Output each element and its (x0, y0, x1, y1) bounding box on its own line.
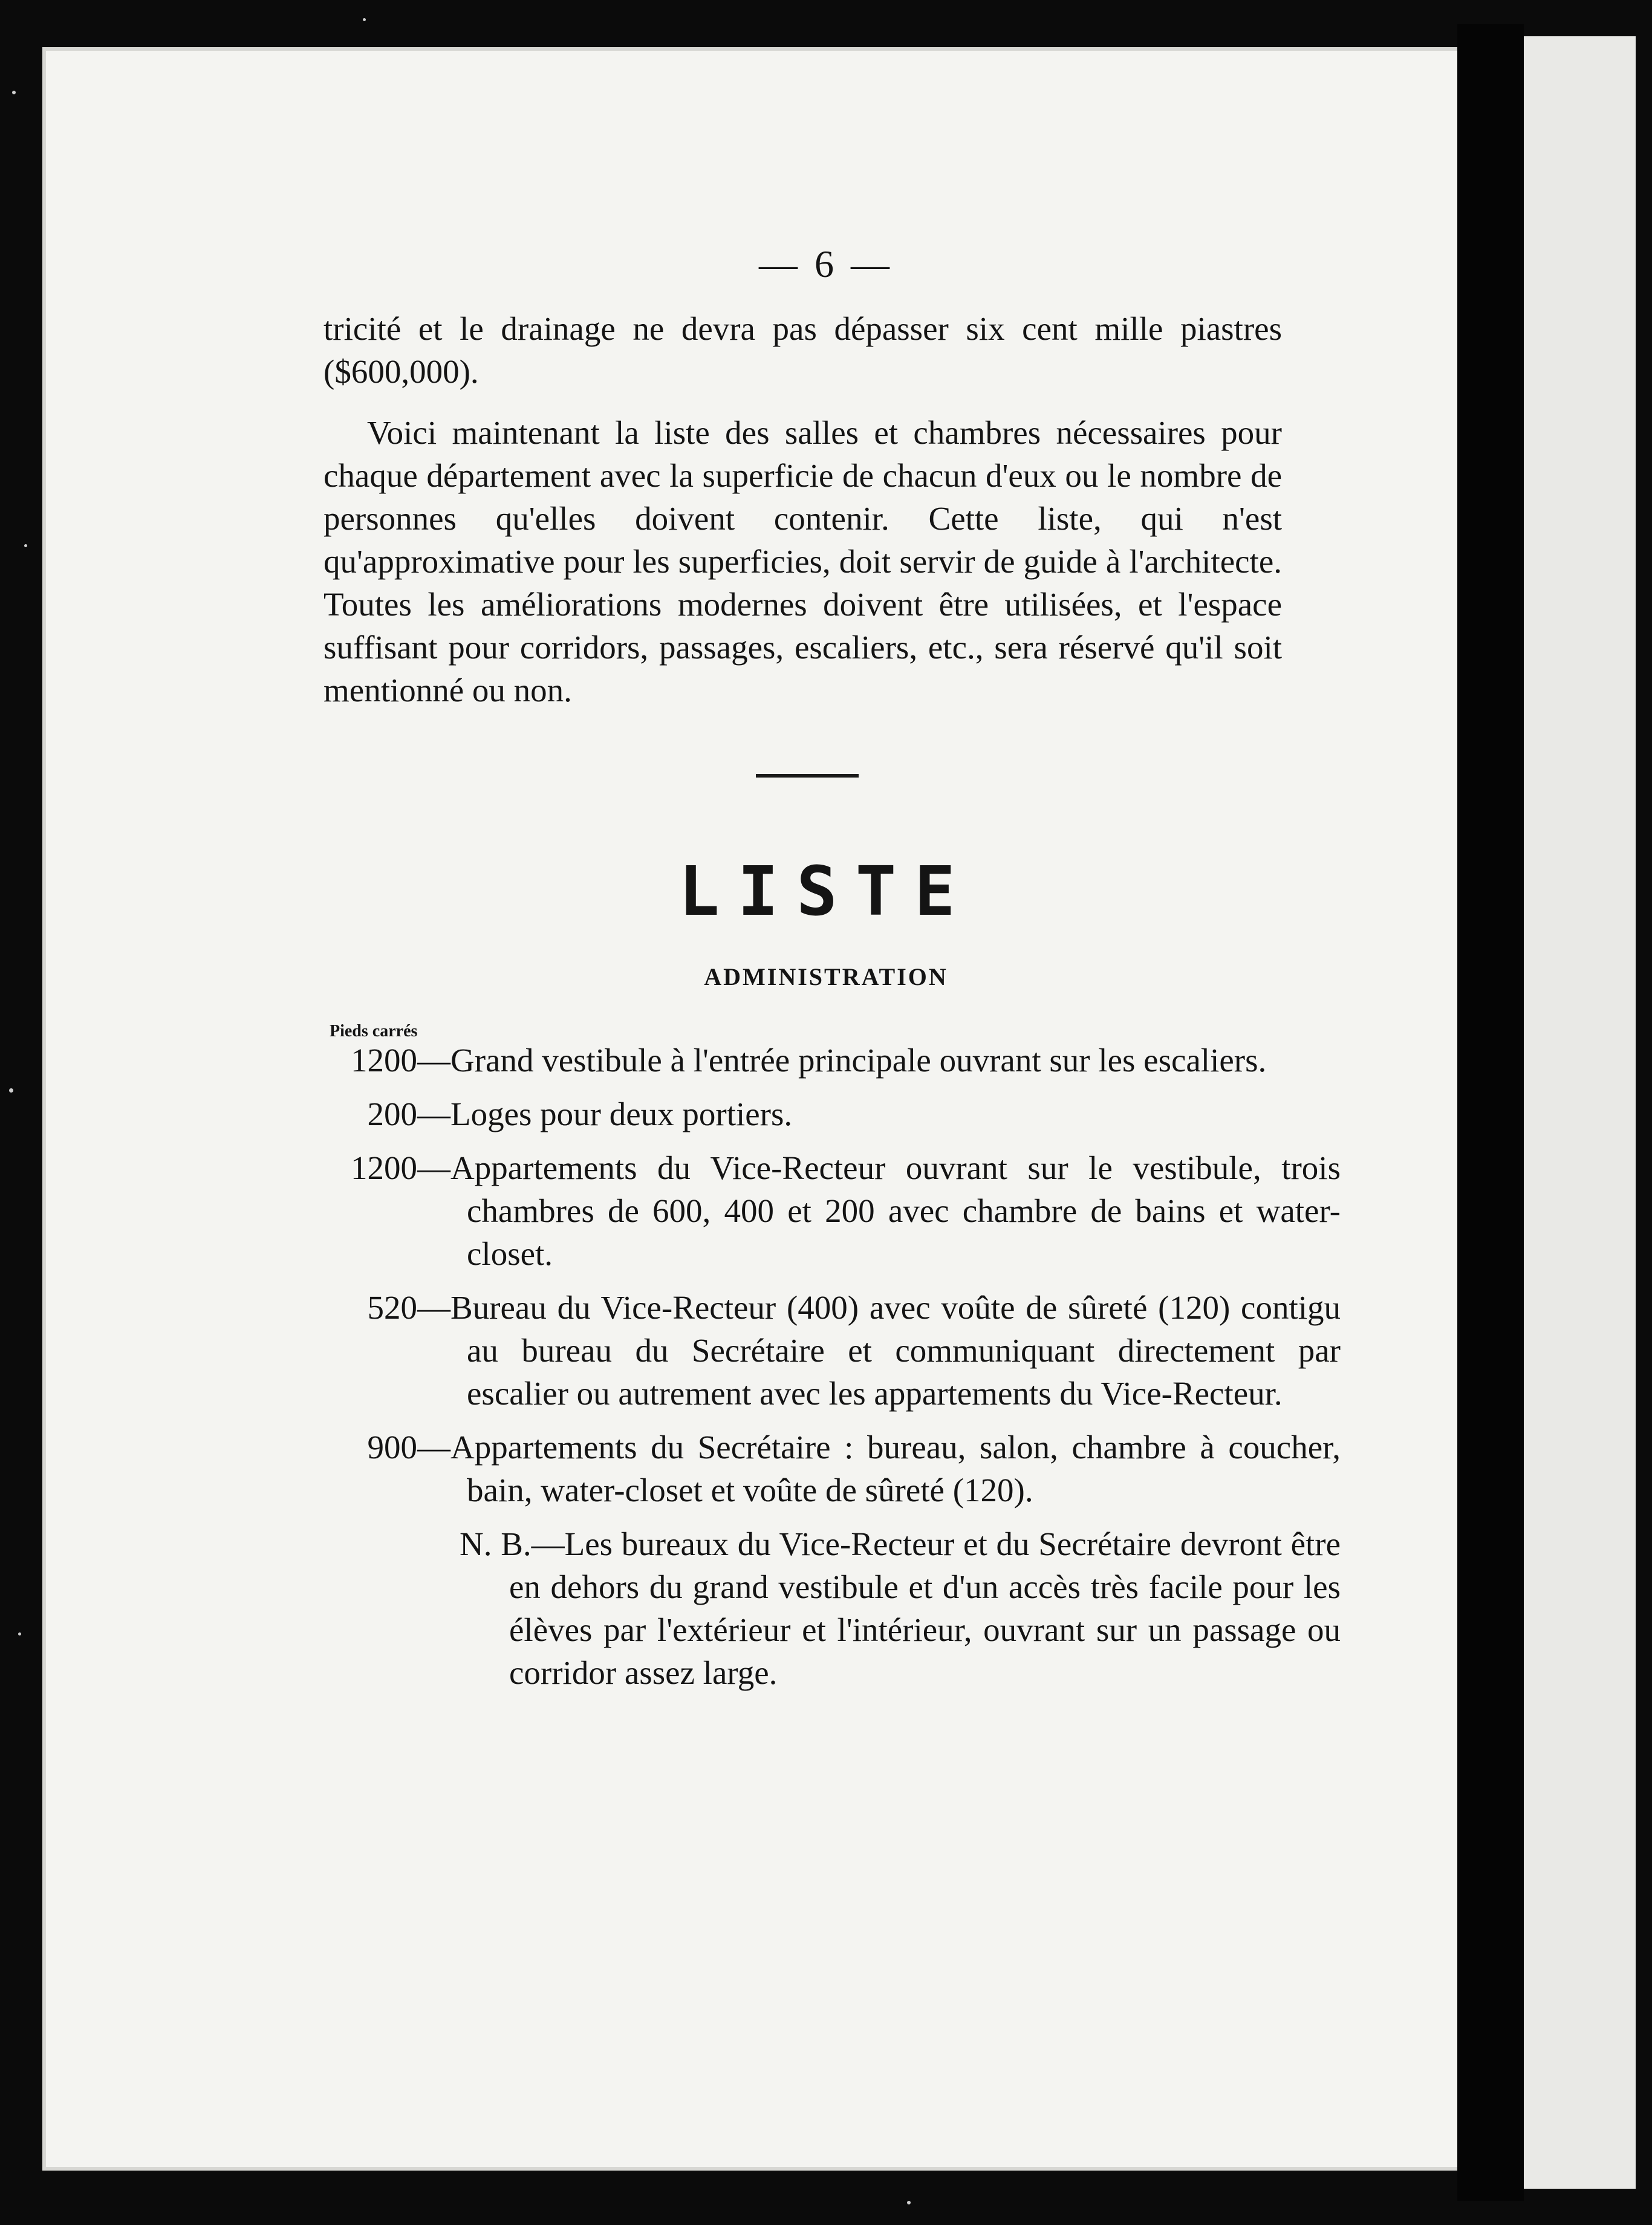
room-list (0, 1039, 1652, 1694)
list-item (0, 1426, 1652, 1512)
paragraph-intro-list: Voici maintenant la liste des salles et chambres nécessaires pour chaque département avec la superficie de chacun d'eux ou le nombre de personnes qu'elles doivent contenir. Cette liste, qui n'est qu'approximative pour les superficies, doit servir de guide à l'architecte. Toutes les améliorations modernes doivent être utilisées, et l'espace suffisant pour corridors, passages, escaliers, etc., sera réservé qu'il soit mentionné ou non. (324, 414, 1282, 709)
area-value: 520 (367, 1289, 417, 1326)
list-item (0, 1039, 1652, 1082)
list-title: LISTE (678, 853, 974, 931)
item-description: —Appartements du Secrétaire : bureau, salon, chambre à coucher, bain, water-closet et voûte de sûreté (120). (417, 1429, 1341, 1509)
units-label: Pieds carrés (330, 1022, 418, 1041)
nota-bene-note: N. B.—Les bureaux du Vice-Recteur et du Secrétaire devront être en dehors du grand vestibule et d'un accès très facile pour les élèves par l'extérieur et l'intérieur, ouvrant sur un passage ou corridor assez large. (460, 1525, 1341, 1691)
section-divider (756, 774, 859, 778)
paragraph-continuation: tricité et le drainage ne devra pas dépasser six cent mille piastres ($600,000). (324, 310, 1282, 390)
area-value: 1200 (351, 1042, 417, 1079)
item-description: —Appartements du Vice-Recteur ouvrant sur le vestibule, trois chambres de 600, 400 et 200 avec chambre de bains et water-closet. (417, 1149, 1341, 1272)
area-value: 1200 (351, 1149, 417, 1186)
area-value: 200 (367, 1096, 417, 1132)
item-description: —Bureau du Vice-Recteur (400) avec voûte de sûreté (120) contigu au bureau du Secrétaire et communiquant directement par escalier ou autrement avec les appartements du Vice-Recteur. (417, 1289, 1341, 1412)
section-title: ADMINISTRATION (704, 963, 948, 990)
list-item (0, 1286, 1652, 1415)
list-item (0, 1146, 1652, 1275)
page-number: — 6 — (759, 242, 893, 285)
item-description: —Loges pour deux portiers. (417, 1096, 793, 1132)
area-value: 900 (367, 1429, 417, 1466)
list-item (0, 1093, 1652, 1135)
item-description: —Grand vestibule à l'entrée principale ouvrant sur les escaliers. (417, 1042, 1267, 1079)
